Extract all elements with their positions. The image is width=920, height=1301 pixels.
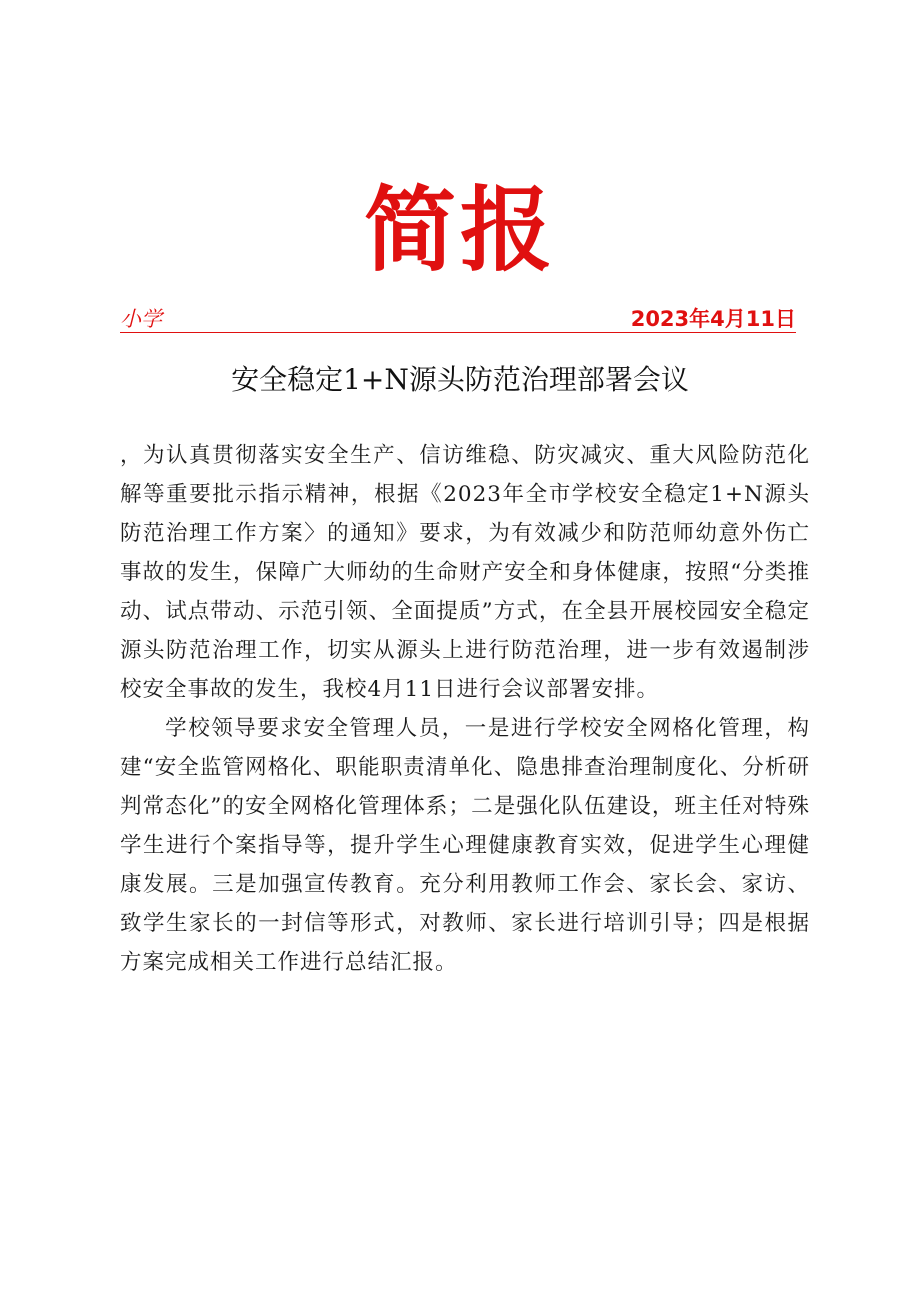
masthead-title: 简报: [363, 177, 556, 284]
issue-date: 2023年4月11日: [630, 307, 796, 331]
article-body: [120, 436, 810, 982]
paragraph: ，为认真贯彻落实安全生产、信访维稳、防灾减灾、重大风险防范化解等重要批示指示精神，根据《2023年全市学校安全稳定1+N源头防范治理工作方案〉的通知》要求，为有效减少和防范师幼意外伤亡事故的发生，保障广大师幼的生命财产安全和身体健康，按照“分类推动、试点带动、示范引领、全面提质”方式，在全县开展校园安全稳定源头防范治理工作，切实从源头上进行防范治理，进一步有效遏制涉校安全事故的发生，我校4月11日进行会议部署安排。: [120, 443, 810, 702]
issue-info-line: [120, 306, 796, 333]
school-name: 小学: [120, 307, 162, 331]
paragraph: 学校领导要求安全管理人员，一是进行学校安全网格化管理，构建“安全监管网格化、职能职责清单化、隐患排查治理制度化、分析研判常态化”的安全网格化管理体系；二是强化队伍建设，班主任对特殊学生进行个案指导等，提升学生心理健康教育实效，促进学生心理健康发展。三是加强宣传教育。充分利用教师工作会、家长会、家访、致学生家长的一封信等形式，对教师、家长进行培训引导；四是根据方案完成相关工作进行总结汇报。: [120, 716, 810, 975]
article-headline: 安全稳定1+N源头防范治理部署会议: [231, 363, 689, 396]
